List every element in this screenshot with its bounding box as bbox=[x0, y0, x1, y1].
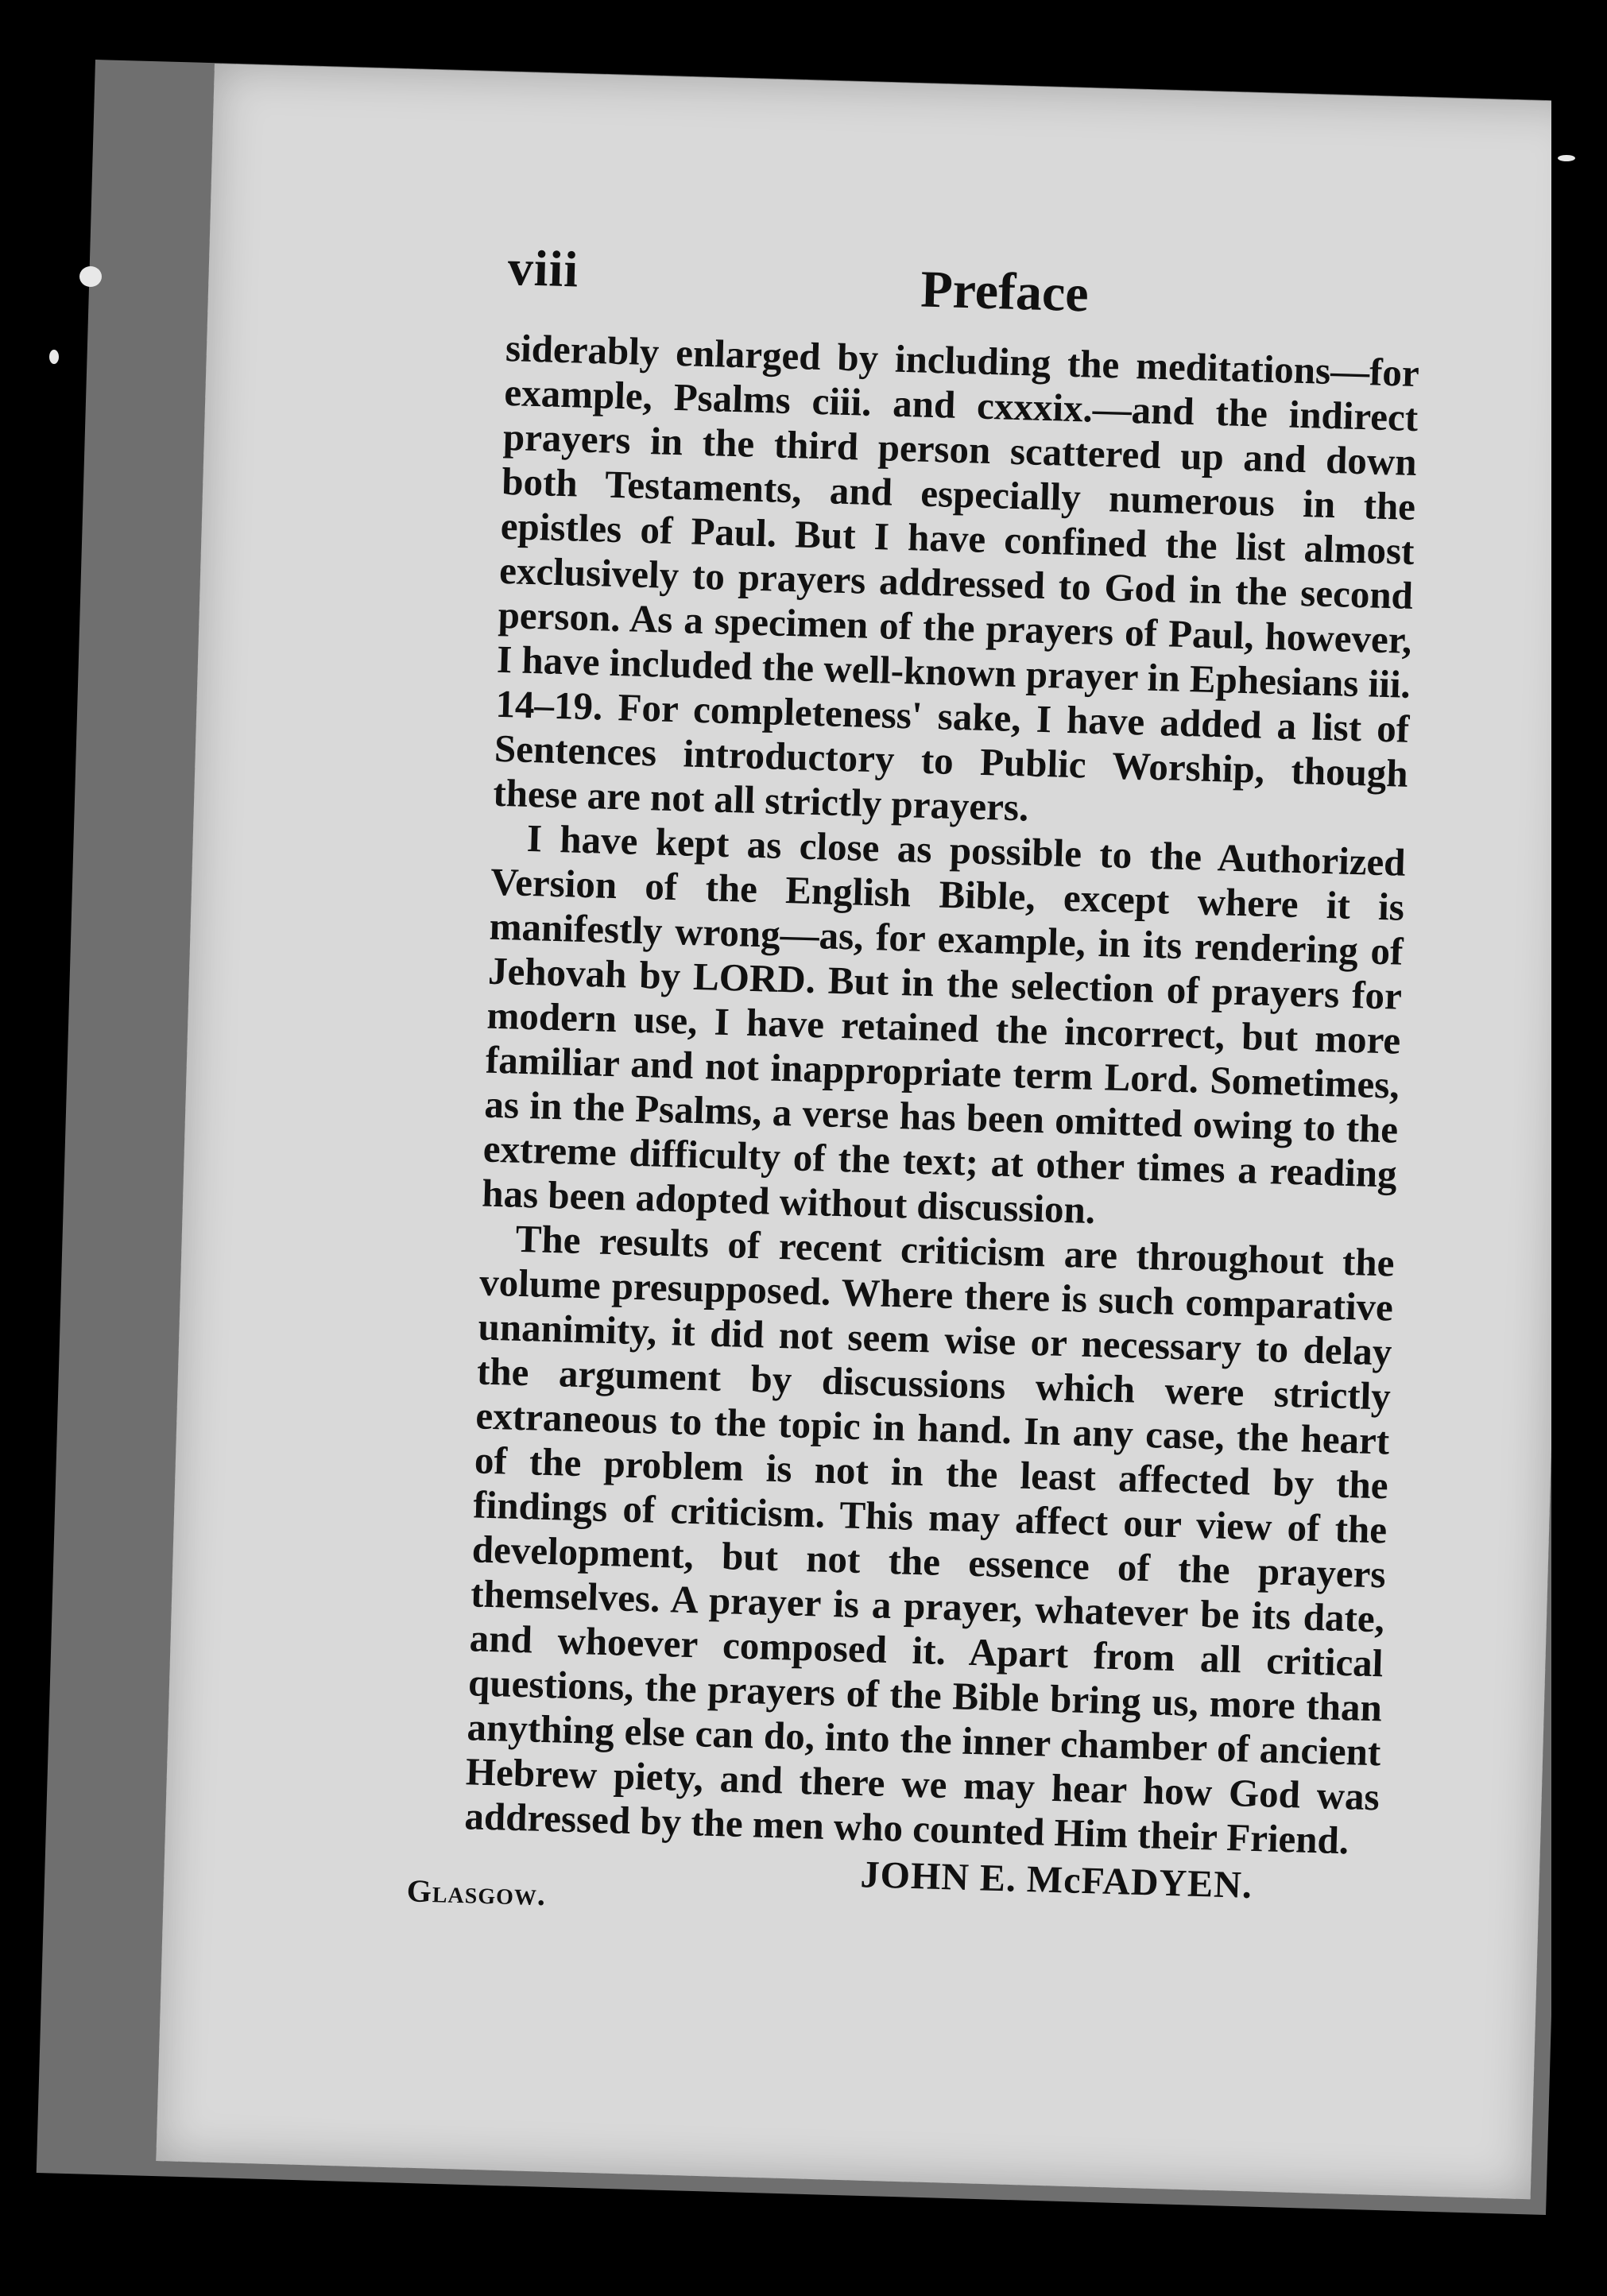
running-head: Preface bbox=[920, 260, 1090, 323]
author-signature: JOHN E. McFADYEN. bbox=[859, 1853, 1253, 1907]
paragraph-authorized-version: I have kept as close as possible to the Authorized Version of the English Bible, except where it is manifestly wrong—as, for example, in its rendering of Jehovah by LORD. But in the selection of prayers for modern use, I have retained the incorrect, but more familiar and not inappropriate term Lord. Sometimes, as in the Psalms, a verse has been omitted owing to the extreme difficulty of the text; at other times a reading has been adopted without discussion. bbox=[481, 815, 1407, 1233]
scan-speck bbox=[79, 266, 102, 287]
scan-dark-edge bbox=[1551, 0, 1607, 2296]
place-name: Glasgow. bbox=[406, 1872, 547, 1913]
scan-speck bbox=[49, 350, 59, 364]
paragraph-criticism: The results of recent criticism are throughout the volume presupposed. Where there is such comparative unanimity, it did not seem wise or necessary to delay the argument by discussions which were strictly extraneous to the topic in hand. In any case, the heart of the problem is not in the least affected by the findings of criticism. This may affect our view of the development, but not the essence of the prayers themselves. A prayer is a prayer, whatever be its date, and whoever composed it. Apart from all critical questions, the prayers of the Bible bring us, more than anything else can do, into the inner chamber of ancient Hebrew piety, and there we may hear how God was addressed by the men who counted Him their Friend. bbox=[463, 1216, 1396, 1863]
page-content bbox=[406, 238, 1423, 1954]
page-number: viii bbox=[506, 238, 580, 298]
paragraph-continuation: siderably enlarged by including the meditations—for example, Psalms ciii. and cxxxix.—and the indirect prayers in the third person scattered up and down both Testaments, and especially numerous in the epistles of Paul. But I have confined the list almost exclusively to prayers addressed to God in the second person. As a specimen of the prayers of Paul, however, I have included the well-known prayer in Ephesians iii. 14–19. For completeness' sake, I have added a list of Sentences introductory to Public Worship, though these are not all strictly prayers. bbox=[492, 325, 1420, 830]
scan-speck bbox=[1558, 155, 1575, 161]
